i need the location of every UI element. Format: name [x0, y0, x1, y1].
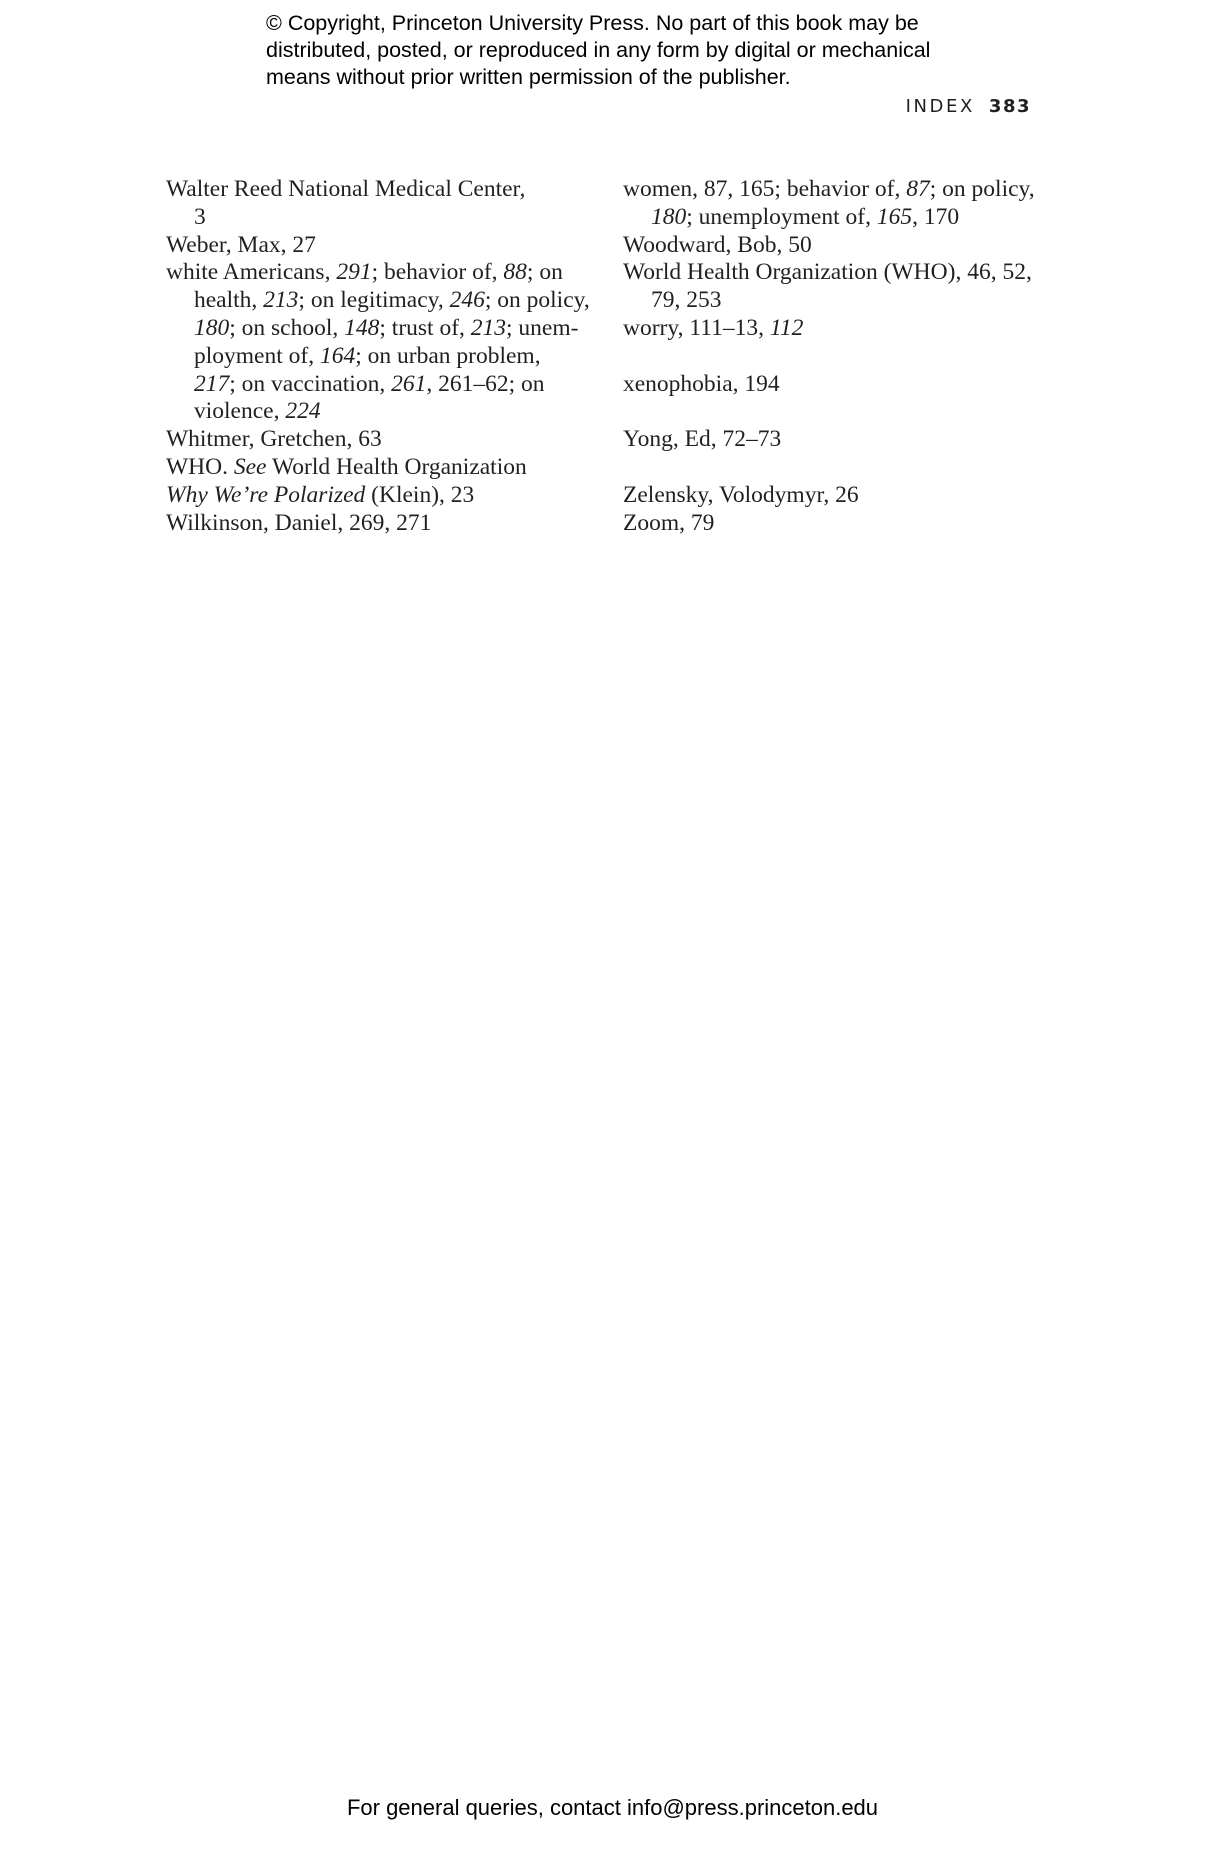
index-entry: Whitmer, Gretchen, 63 [166, 426, 382, 453]
index-entry: Zelensky, Volodymyr, 26 [623, 481, 859, 508]
index-entry: white Americans, 291; behavior of, 88; on health, 213; on legitimacy, 246; on policy, 180; on school, 148; trust of, 213; unem- ployment of, 164; on urban problem, 217; on vaccination, 261, 261–62; on violence, 224 [166, 259, 590, 425]
letter-group-gap [623, 454, 1043, 482]
index-column-right [623, 176, 1043, 537]
letter-group-gap [623, 343, 1043, 371]
copyright-notice [266, 10, 986, 91]
index-entry: World Health Organization (WHO), 46, 52, 79, 253 [623, 259, 1032, 314]
index-entry: Woodward, Bob, 50 [623, 231, 812, 258]
page-number: 383 [988, 96, 1031, 117]
copyright-line: © Copyright, Princeton University Press. No part of this book may be [266, 11, 919, 35]
index-entry: worry, 111–13, 112 [623, 314, 804, 341]
index-entry: xenophobia, 194 [623, 370, 780, 397]
section-title: INDEX [905, 96, 975, 117]
index-entry: WHO. See World Health Organization [166, 453, 527, 480]
index-entry: Yong, Ed, 72–73 [623, 426, 782, 453]
index-entry: Walter Reed National Medical Center, 3 [166, 176, 526, 230]
index-entry: women, 87, 165; behavior of, 87; on policy, 180; unemployment of, 165, 170 [623, 176, 1035, 230]
letter-group-gap [623, 398, 1043, 426]
index-entry: Why We’re Polarized (Klein), 23 [166, 481, 475, 508]
index-entry: Zoom, 79 [623, 509, 715, 536]
copyright-line: means without prior written permission of the publisher. [266, 65, 791, 89]
running-head [906, 96, 1031, 117]
copyright-line: distributed, posted, or reproduced in any form by digital or mechanical [266, 38, 931, 62]
index-entry: Weber, Max, 27 [166, 231, 316, 258]
footer-contact: For general queries, contact info@press.princeton.edu [346, 1795, 879, 1820]
index-entry: Wilkinson, Daniel, 269, 271 [166, 509, 432, 536]
index-column-left [166, 176, 590, 537]
